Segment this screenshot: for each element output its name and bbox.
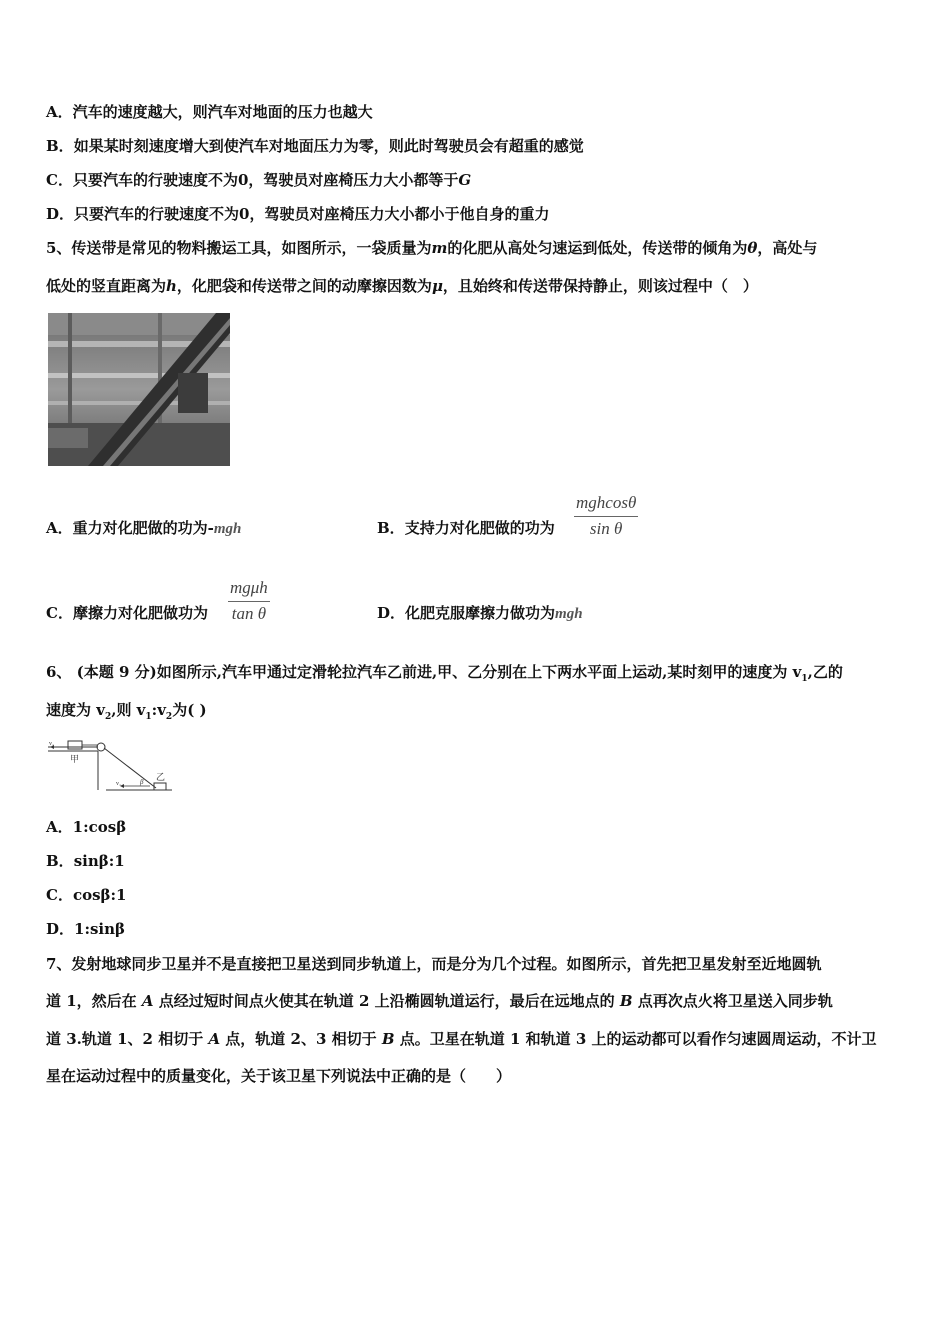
- q5-stem-line1: 5、传送带是常见的物料搬运工具，如图所示，一袋质量为m的化肥从高处匀速运到低处，传送带的倾角为θ，高处与: [46, 239, 818, 257]
- q5-option-b-fraction: mghcosθ sin θ: [576, 493, 637, 538]
- q4-option-c: C．只要汽车的行驶速度不为0，驾驶员对座椅压力大小都等于G: [46, 171, 472, 189]
- q7-stem-line1: 7、发射地球同步卫星并不是直接把卫星送到同步轨道上，而是分为几个过程。如图所示，首先把卫星发射至近地圆轨: [46, 955, 822, 973]
- q7-stem-line3: 道 3.轨道 1、2 相切于 A 点，轨道 2、3 相切于 B 点。卫星在轨道 1 和轨道 3 上的运动都可以看作匀速圆周运动，不计卫: [46, 1030, 877, 1048]
- q6-stem-line1: 6、 (本题 9 分)如图所示,汽车甲通过定滑轮拉汽车乙前进,甲、乙分别在上下两水平面上运动,某时刻甲的速度为 $v_1$,乙的: [46, 663, 843, 684]
- q5-option-c-fraction: mgμh tan θ: [230, 578, 268, 623]
- diagram-yi-label: 乙: [156, 773, 166, 783]
- diagram-beta-label: β: [140, 778, 144, 786]
- pulley-diagram: [46, 738, 172, 796]
- q7-stem-line2: 道 1，然后在 A 点经过短时间点火使其在轨道 2 上沿椭圆轨道运行，最后在远地点的 B 点再次点火将卫星送入同步轨: [46, 992, 833, 1010]
- q6-option-b: B．sinβ:1: [46, 852, 125, 870]
- q5-option-a: A．重力对化肥做的功为-mgh: [46, 519, 242, 537]
- q6-option-c: C．cosβ:1: [46, 886, 127, 904]
- diagram-v2-label: v₁: [116, 781, 122, 787]
- q5-option-c: C．摩擦力对化肥做功为: [46, 604, 208, 622]
- q4-option-a: A．汽车的速度越大，则汽车对地面的压力也越大: [46, 103, 373, 121]
- q5-stem-line2: 低处的竖直距离为h，化肥袋和传送带之间的动摩擦因数为μ，且始终和传送带保持静止，则该过程中（ ）: [46, 277, 758, 295]
- q7-stem-line4: 星在运动过程中的质量变化，关于该卫星下列说法中正确的是（ ）: [46, 1067, 512, 1085]
- q6-option-d: D．1:sinβ: [46, 920, 125, 938]
- q5-option-d: D．化肥克服摩擦力做功为mgh: [377, 604, 583, 622]
- diagram-v1-label: v₁: [49, 741, 55, 747]
- q4-option-d: D．只要汽车的行驶速度不为0，驾驶员对座椅压力大小都小于他自身的重力: [46, 205, 550, 223]
- diagram-jia-label: 甲: [70, 755, 80, 765]
- q6-option-a: A．1:cosβ: [46, 818, 127, 836]
- q4-option-b: B．如果某时刻速度增大到使汽车对地面压力为零，则此时驾驶员会有超重的感觉: [46, 137, 584, 155]
- q6-stem-line2: 速度为 $v_2$,则 $v_1:v_2$为( ): [46, 701, 207, 722]
- q5-option-b: B．支持力对化肥做的功为: [377, 519, 555, 537]
- conveyor-belt-photo: [48, 313, 230, 466]
